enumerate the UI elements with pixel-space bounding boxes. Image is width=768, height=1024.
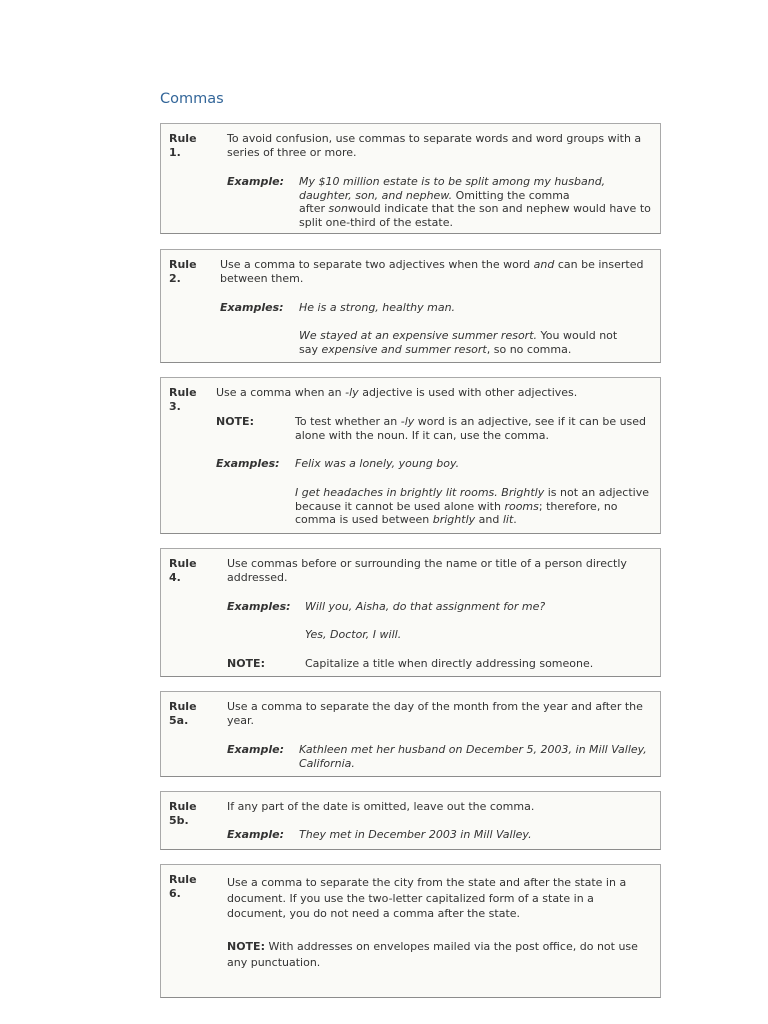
rule-label: Rule 1. <box>169 132 197 159</box>
rule-6-box <box>160 864 661 998</box>
note-text: To test whether an -ly word is an adjective, see if it can be used alone with the noun. If it can, use the comma. <box>295 415 647 442</box>
rule-text: Use a comma to separate two adjectives when the word and can be inserted between them. <box>220 258 644 285</box>
example-label: Example: <box>227 743 284 756</box>
rule-4-box <box>160 548 661 677</box>
example-text: Will you, Aisha, do that assignment for me? <box>305 600 546 613</box>
rule-1-box <box>160 123 661 234</box>
example-text: They met in December 2003 in Mill Valley. <box>299 828 532 841</box>
rule-label: Rule 5a. <box>169 700 197 727</box>
rule-label: Rule 3. <box>169 386 197 413</box>
example-text: Kathleen met her husband on December 5, 2003, in Mill Valley, California. <box>299 743 647 770</box>
example-text: He is a strong, healthy man. <box>299 301 456 314</box>
example-text: Felix was a lonely, young boy. <box>295 457 460 470</box>
rule-text: To avoid confusion, use commas to separate words and word groups with a series of three or more. <box>227 132 642 159</box>
example-text: My $10 million estate is to be split among my husband, daughter, son, and nephew. Omitting the comma after sonwould indicate that the son and nephew would have to split one-third of the estate. <box>299 175 651 229</box>
rule-label: Rule 5b. <box>169 800 197 827</box>
example-text: We stayed at an expensive summer resort. You would not say expensive and summer resort, so no comma. <box>299 329 618 356</box>
page-title: Commas <box>160 91 224 107</box>
rule-3-box <box>160 377 661 534</box>
rule-label: Rule 6. <box>169 873 197 900</box>
rule-text: Use a comma when an -ly adjective is used with other adjectives. <box>216 386 578 399</box>
rule-2-box <box>160 249 661 363</box>
example-text: I get headaches in brightly lit rooms. Brightly is not an adjective because it cannot be used alone with rooms; therefore, no comma is used between brightly and lit. <box>295 486 649 526</box>
example-label: Examples: <box>220 301 284 314</box>
example-text: Yes, Doctor, I will. <box>305 628 402 641</box>
note-text: NOTE: With addresses on envelopes mailed via the post office, do not use any punctuation. <box>227 940 638 969</box>
note-label: NOTE: <box>216 415 254 428</box>
rule-label: Rule 2. <box>169 258 197 285</box>
rule-text: Use a comma to separate the city from the state and after the state in a document. If you use the two-letter capitalized form of a state in a document, you do not need a comma after the state. <box>227 876 627 920</box>
rule-label: Rule 4. <box>169 557 197 584</box>
example-label: Example: <box>227 175 284 188</box>
rule-text: Use a comma to separate the day of the month from the year and after the year. <box>227 700 643 727</box>
rule-5a-box <box>160 691 661 777</box>
note-text: Capitalize a title when directly addressing someone. <box>305 657 594 670</box>
rule-5b-box <box>160 791 661 850</box>
example-label: Examples: <box>227 600 291 613</box>
example-label: Examples: <box>216 457 280 470</box>
example-label: Example: <box>227 828 284 841</box>
rule-text: Use commas before or surrounding the name or title of a person directly addressed. <box>227 557 627 584</box>
rule-text: If any part of the date is omitted, leave out the comma. <box>227 800 535 813</box>
note-label: NOTE: <box>227 657 265 670</box>
